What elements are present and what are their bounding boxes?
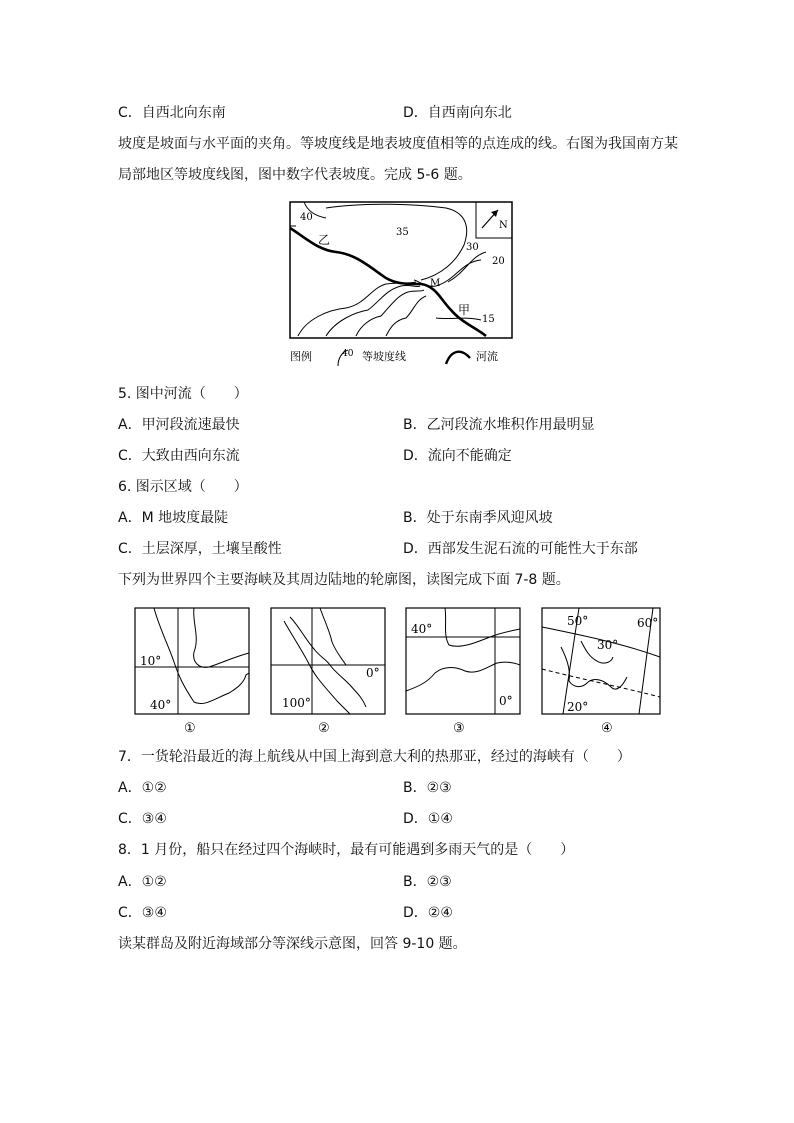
map2-lon: 100°: [282, 696, 311, 710]
map4-lat-30: 30°: [597, 638, 619, 652]
q5-stem: 5. 图中河流（ ）: [118, 386, 248, 402]
point-m: M: [430, 278, 441, 289]
q5-option-b: B．乙河段流水堆积作用最明显: [403, 417, 595, 433]
q6-stem: 6. 图示区域（ ）: [118, 479, 248, 495]
q6-option-c: C．土层深厚，土壤呈酸性: [118, 541, 282, 557]
q8-stem: 8．1 月份，船只在经过四个海峡时，最有可能遇到多雨天气的是（ ）: [118, 842, 575, 858]
contour-label-30: 30: [466, 242, 479, 253]
intro-7-8: 下列为世界四个主要海峡及其周边陆地的轮廓图，读图完成下面 7-8 题。: [118, 572, 570, 588]
q7-option-d: D．①④: [403, 811, 453, 827]
q5-option-a: A．甲河段流速最快: [118, 417, 240, 433]
legend-contour-label: 等坡度线: [362, 350, 406, 363]
q7-option-c: C．③④: [118, 811, 167, 827]
legend-river-label: 河流: [476, 350, 498, 363]
q5-option-c: C．大致由西向东流: [118, 448, 240, 464]
legend-title: 图例: [290, 350, 312, 363]
q5-option-d: D．流向不能确定: [403, 448, 512, 464]
intro-5-6-line2: 局部地区等坡度线图，图中数字代表坡度。完成 5-6 题。: [118, 167, 472, 183]
contour-label-20: 20: [492, 256, 505, 267]
map3-label: ③: [453, 721, 465, 735]
map3-lat: 40°: [411, 622, 433, 636]
q7-option-b: B．②③: [403, 780, 452, 796]
slope-contour-map: [286, 200, 516, 370]
map1-lat: 10°: [140, 654, 162, 668]
q6-option-b: B．处于东南季风迎风坡: [403, 510, 553, 526]
map4-lat-50: 50°: [567, 614, 589, 628]
map2-label: ②: [318, 721, 330, 735]
q6-option-a: A．M 地坡度最陡: [118, 510, 229, 526]
q6-option-d: D．西部发生泥石流的可能性大于东部: [403, 541, 638, 557]
map2-lat: 0°: [366, 666, 380, 680]
map3-lon: 0°: [499, 694, 513, 708]
q8-option-c: C．③④: [118, 905, 167, 921]
q7-option-a: A．①②: [118, 780, 167, 796]
contour-label-15: 15: [482, 314, 495, 325]
map1-label: ①: [184, 721, 196, 735]
q8-option-d: D．②④: [403, 905, 453, 921]
strait-map-4: [541, 607, 663, 735]
legend-contour-value: 40: [342, 349, 354, 359]
strait-map-1: [134, 607, 252, 735]
strait-map-3: [405, 607, 523, 735]
q4-option-c: C．自西北向东南: [118, 105, 226, 121]
map1-lon: 40°: [150, 698, 172, 712]
intro-5-6-line1: 坡度是坡面与水平面的夹角。等坡度线是地表坡度值相等的点连成的线。右图为我国南方某: [118, 136, 678, 152]
q8-option-a: A．①②: [118, 874, 167, 890]
contour-label-35: 35: [396, 227, 409, 238]
place-yi: 乙: [318, 233, 331, 247]
q4-option-d: D．自西南向东北: [403, 105, 512, 121]
north-label: N: [499, 220, 508, 231]
intro-9-10: 读某群岛及附近海域部分等深线示意图，回答 9-10 题。: [118, 936, 467, 952]
map4-label: ④: [601, 721, 613, 735]
map4-lat-60: 60°: [637, 616, 659, 630]
place-jia: 甲: [458, 303, 471, 317]
map4-lat-20: 20°: [567, 700, 589, 714]
strait-map-2: [270, 607, 388, 735]
q8-option-b: B．②③: [403, 874, 452, 890]
contour-label-40: 40: [300, 212, 313, 223]
q7-stem: 7．一货轮沿最近的海上航线从中国上海到意大利的热那亚，经过的海峡有（ ）: [118, 749, 631, 765]
